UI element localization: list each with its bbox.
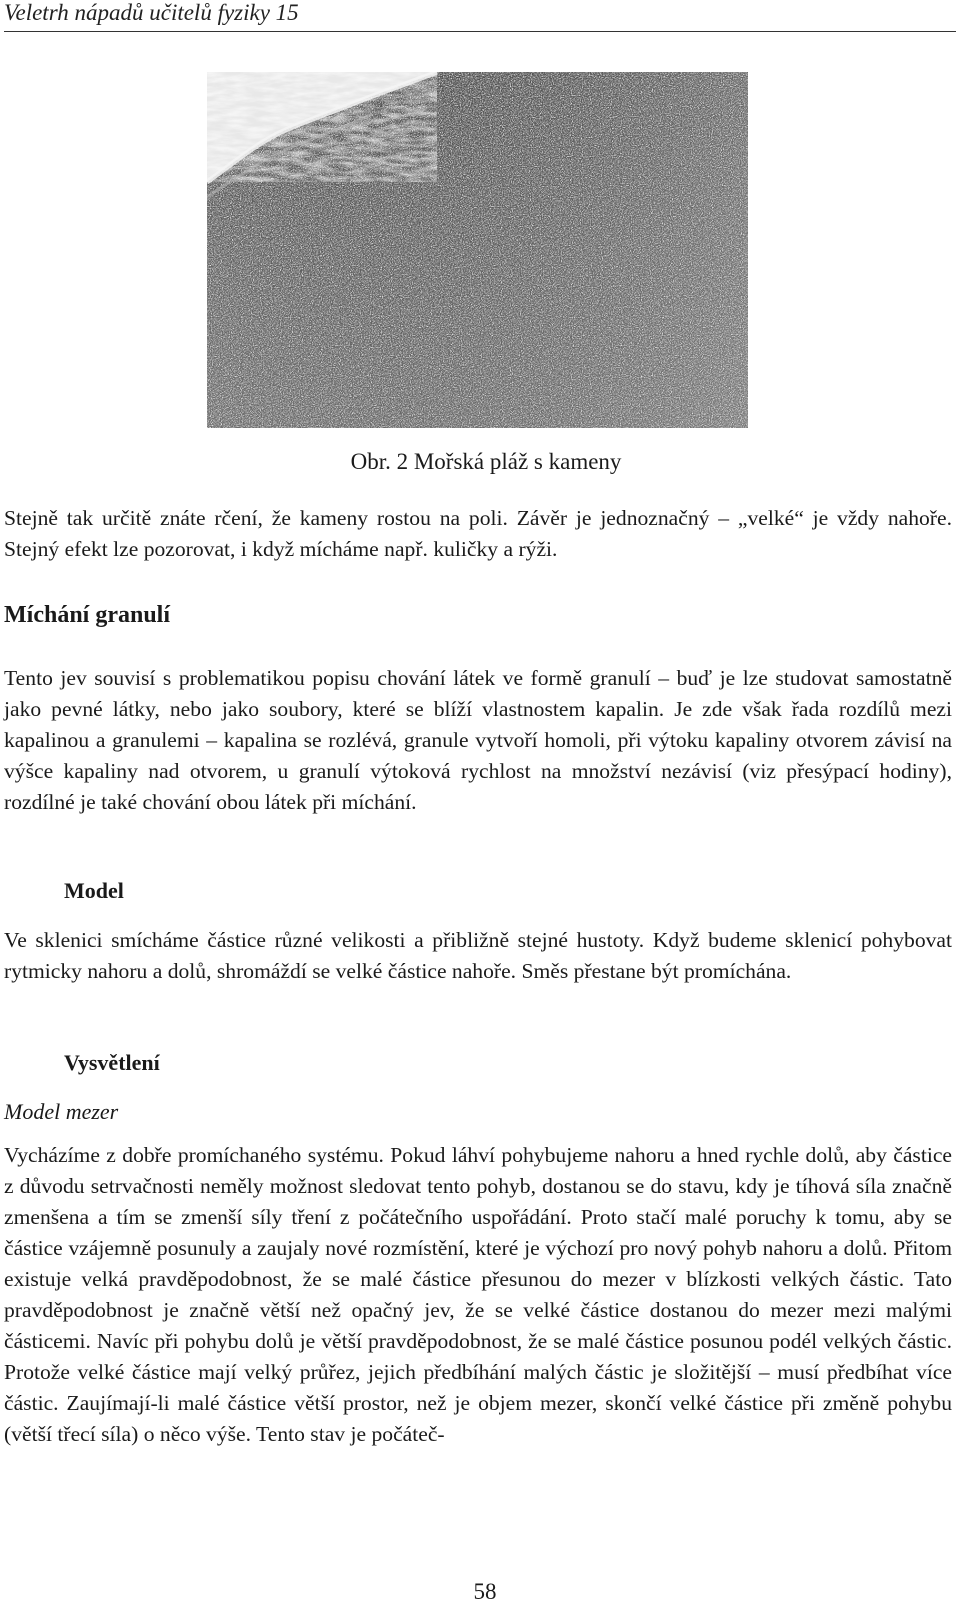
explanation-subheading: Model mezer — [4, 1099, 119, 1124]
model-heading: Model — [64, 878, 124, 903]
model-paragraph-text: Ve sklenici smícháme částice různé velikosti a přibližně stejné hustoty. Když budeme sklenicí pohybovat rytmicky nahoru a dolů, shromáždí se velké částice nahoře. Směs přestane být promíchána. — [4, 928, 952, 983]
explanation-paragraph-text: Vycházíme z dobře promíchaného systému. Pokud láhví pohybujeme nahoru a hned rychle dolů, aby částice z důvodu setrvačnosti neměly možnost sledovat tento pohyb, dostanou se do stavu, kdy je tíhová síla značně zmenšena a tím se zmenší síly tření z počátečního uspořádání. Proto stačí malé poruchy k tomu, aby se částice vzájemně posunuly a zaujaly nové rozmístění, které je výchozí pro nový pohyb nahoru a dolů. Přitom existuje velká pravděpodobnost, že se malé částice přesunou do mezer v blízkosti velkých částic. Tato pravděpodobnost je značně větší než opačný jev, že se velké částice dostanou do mezer mezi malými částicemi. Navíc při pohybu dolů je větší pravděpodobnost, že se malé částice posunou podél velkých částic. Protože velké částice mají velký průřez, jejich předbíhání malých částic je složitější – musí předbíhat více částic. Zaujímají-li malé částice větší prostor, než je objem mezer, skončí velké částice při změně pohybu (větší třecí síla) o něco výše. Tento stav je počáteč- — [4, 1143, 952, 1446]
explanation-heading: Vysvětlení — [64, 1050, 160, 1075]
running-title: Veletrh nápadů učitelů fyziky 15 — [4, 0, 299, 25]
running-header — [4, 0, 956, 32]
beach-photo — [207, 72, 748, 428]
section-paragraph — [4, 663, 952, 818]
intro-paragraph-text: Stejně tak určitě znáte rčení, že kameny rostou na poli. Závěr je jednoznačný – „velké“ je vždy nahoře. Stejný efekt lze pozorovat, i když mícháme např. kuličky a rýži. — [4, 506, 952, 561]
intro-paragraph — [4, 503, 952, 565]
figure-caption: Obr. 2 Mořská pláž s kameny — [350, 449, 622, 474]
model-paragraph — [4, 925, 952, 987]
explanation-paragraph — [4, 1140, 952, 1450]
section-heading: Míchání granulí — [4, 602, 171, 628]
beach-photo-image — [207, 72, 748, 428]
page-number: 58 — [473, 1579, 497, 1604]
section-paragraph-text: Tento jev souvisí s problematikou popisu chování látek ve formě granulí – buď je lze studovat samostatně jako pevné látky, nebo jako soubory, které se blíží vlastnostem kapalin. Je zde však řada rozdílů mezi kapalinou a granulemi – kapalina se rozlévá, granule vytvoří homoli, při výtoku kapaliny otvorem závisí na výšce kapaliny nad otvorem, u granulí výtoková rychlost na množství nezávisí (viz přesýpací hodiny), rozdílné je také chování obou látek při míchání. — [4, 666, 952, 814]
